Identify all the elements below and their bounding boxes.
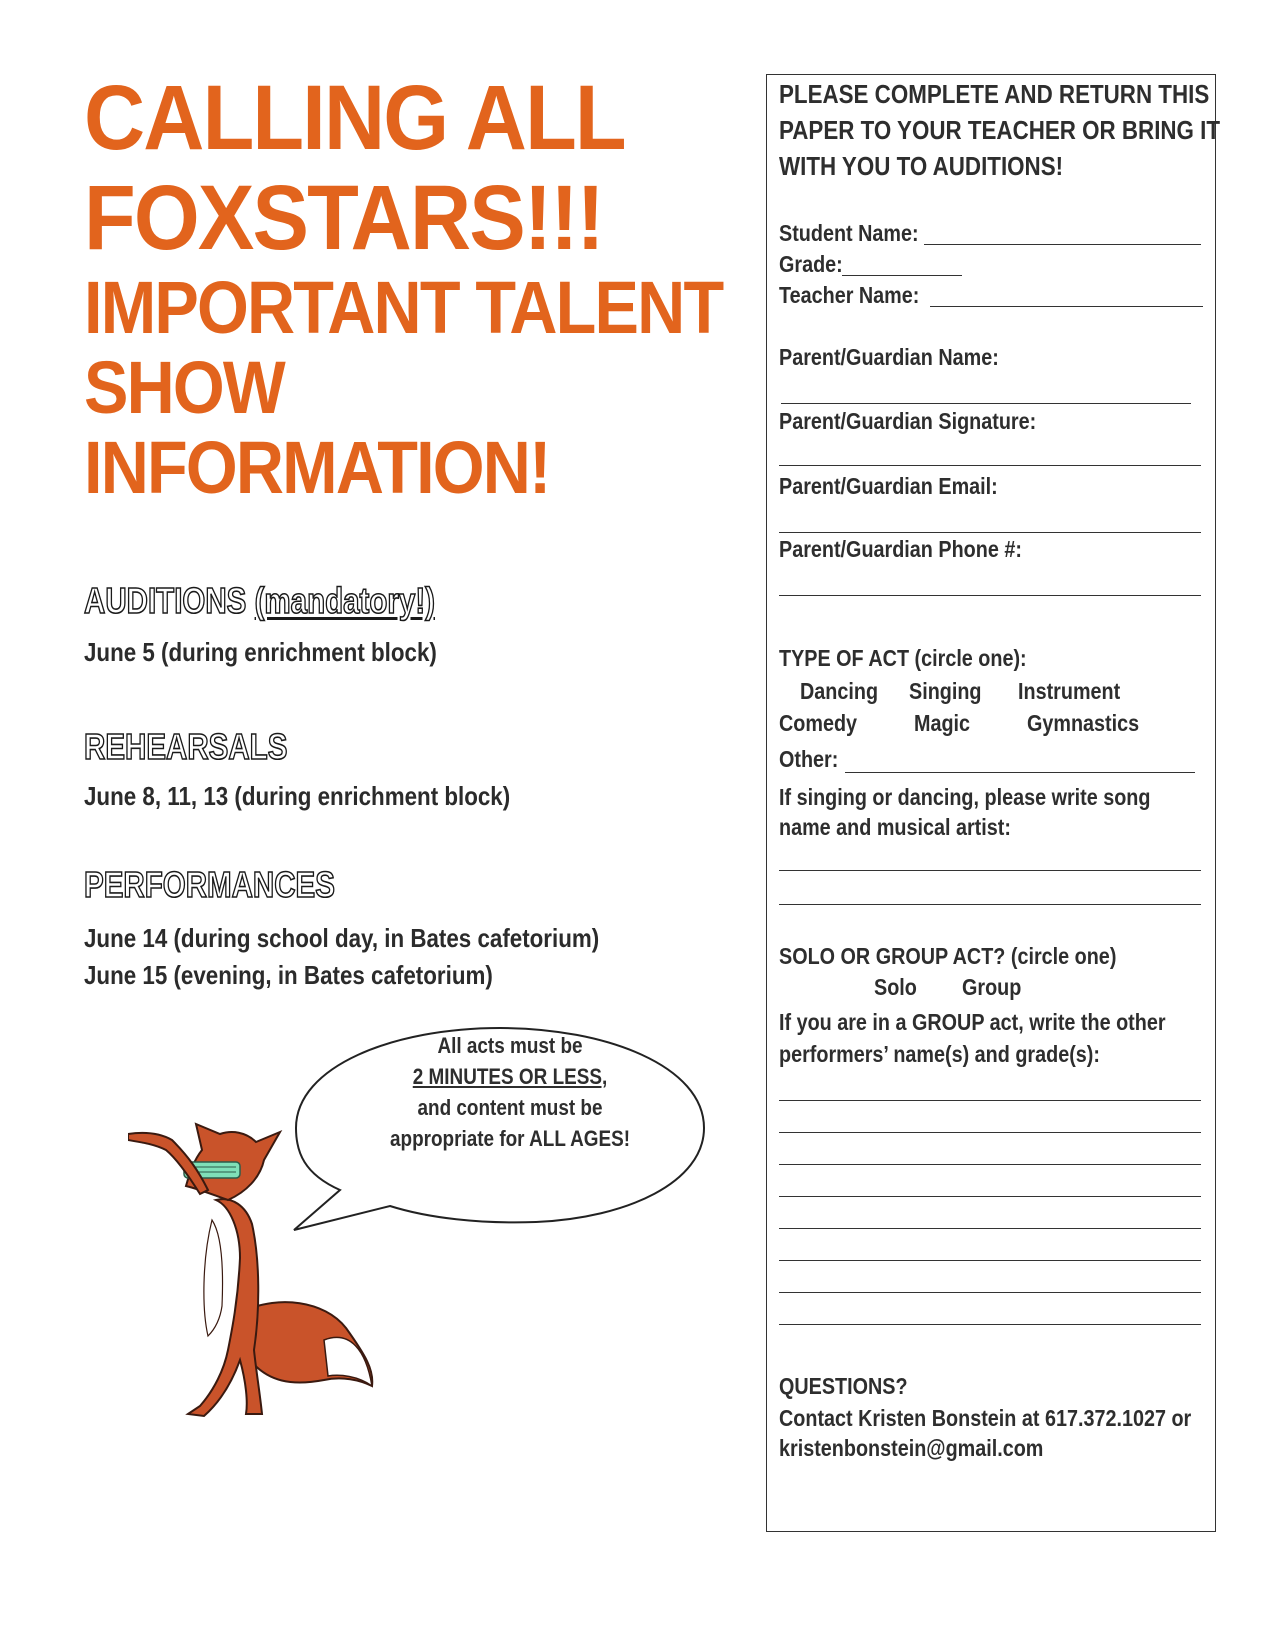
bubble-line-3: and content must be	[417, 1095, 603, 1120]
group-prompt-2: performers’ name(s) and grade(s):	[779, 1041, 1100, 1067]
act-type-label: TYPE OF ACT (circle one):	[779, 645, 1027, 671]
auditions-heading	[84, 580, 435, 622]
performance-date-2: June 15 (evening, in Bates cafetorium)	[84, 960, 493, 990]
performance-date-1: June 14 (during school day, in Bates cafetorium)	[84, 923, 600, 953]
form-instruction-3: WITH YOU TO AUDITIONS!	[779, 151, 1064, 181]
parent-signature-label: Parent/Guardian Signature:	[779, 408, 1037, 434]
auditions-heading-text: AUDITIONS	[84, 580, 247, 621]
parent-email-field[interactable]	[779, 532, 1201, 533]
option-instrument[interactable]: Instrument	[1018, 678, 1121, 704]
headline-line-4: SHOW	[84, 346, 284, 429]
other-label: Other:	[779, 746, 839, 772]
group-field-1[interactable]	[779, 1100, 1201, 1101]
song-prompt-2: name and musical artist:	[779, 814, 1011, 840]
group-field-5[interactable]	[779, 1228, 1201, 1229]
rehearsals-heading: REHEARSALS	[84, 726, 288, 767]
group-field-8[interactable]	[779, 1324, 1201, 1325]
option-singing[interactable]: Singing	[909, 678, 982, 704]
option-comedy[interactable]: Comedy	[779, 710, 858, 736]
mandatory-note: (mandatory!)	[254, 580, 435, 621]
grade-label: Grade:	[779, 251, 843, 277]
form-instruction-1: PLEASE COMPLETE AND RETURN THIS	[779, 79, 1210, 109]
option-group[interactable]: Group	[962, 974, 1022, 1000]
teacher-name-label: Teacher Name:	[779, 282, 920, 308]
headline-line-1: CALLING ALL	[84, 67, 625, 169]
bubble-line-2: 2 MINUTES OR LESS,	[412, 1064, 608, 1089]
bubble-line-1: All acts must be	[437, 1033, 583, 1058]
student-name-label: Student Name:	[779, 220, 919, 246]
questions-heading: QUESTIONS?	[779, 1373, 908, 1399]
flyer-headline	[84, 68, 724, 508]
parent-name-field[interactable]	[781, 403, 1191, 404]
group-field-3[interactable]	[779, 1164, 1201, 1165]
option-dancing[interactable]: Dancing	[800, 678, 879, 704]
song-field-2[interactable]	[779, 904, 1201, 905]
parent-name-label: Parent/Guardian Name:	[779, 344, 999, 370]
group-field-2[interactable]	[779, 1132, 1201, 1133]
bubble-line-4: appropriate for ALL AGES!	[389, 1126, 631, 1151]
speech-bubble-text	[364, 1030, 656, 1154]
other-field[interactable]	[845, 772, 1195, 773]
group-field-7[interactable]	[779, 1292, 1201, 1293]
option-solo[interactable]: Solo	[874, 974, 917, 1000]
performances-heading: PERFORMANCES	[84, 864, 335, 905]
grade-field[interactable]	[842, 275, 962, 276]
contact-line-1: Contact Kristen Bonstein at 617.372.1027 or	[779, 1405, 1192, 1431]
solo-group-label: SOLO OR GROUP ACT? (circle one)	[779, 943, 1117, 969]
auditions-dates: June 5 (during enrichment block)	[84, 637, 437, 667]
form-instruction-2: PAPER TO YOUR TEACHER OR BRING IT	[779, 115, 1221, 145]
group-field-4[interactable]	[779, 1196, 1201, 1197]
song-field-1[interactable]	[779, 870, 1201, 871]
teacher-name-field[interactable]	[930, 306, 1203, 307]
rehearsals-dates: June 8, 11, 13 (during enrichment block)	[84, 781, 511, 811]
parent-phone-field[interactable]	[779, 595, 1201, 596]
headline-line-5: INFORMATION!	[84, 426, 550, 509]
option-magic[interactable]: Magic	[914, 710, 971, 736]
group-field-6[interactable]	[779, 1260, 1201, 1261]
contact-email[interactable]: kristenbonstein@gmail.com	[779, 1435, 1044, 1461]
student-name-field[interactable]	[924, 244, 1201, 245]
headline-line-2: FOXSTARS!!!	[84, 167, 603, 269]
headline-line-3: IMPORTANT TALENT	[84, 266, 723, 349]
parent-email-label: Parent/Guardian Email:	[779, 473, 998, 499]
option-gymnastics[interactable]: Gymnastics	[1027, 710, 1140, 736]
parent-signature-field[interactable]	[779, 465, 1201, 466]
song-prompt-1: If singing or dancing, please write song	[779, 784, 1151, 810]
parent-phone-label: Parent/Guardian Phone #:	[779, 536, 1022, 562]
fox-body-icon	[188, 1199, 262, 1416]
group-prompt-1: If you are in a GROUP act, write the other	[779, 1009, 1166, 1035]
